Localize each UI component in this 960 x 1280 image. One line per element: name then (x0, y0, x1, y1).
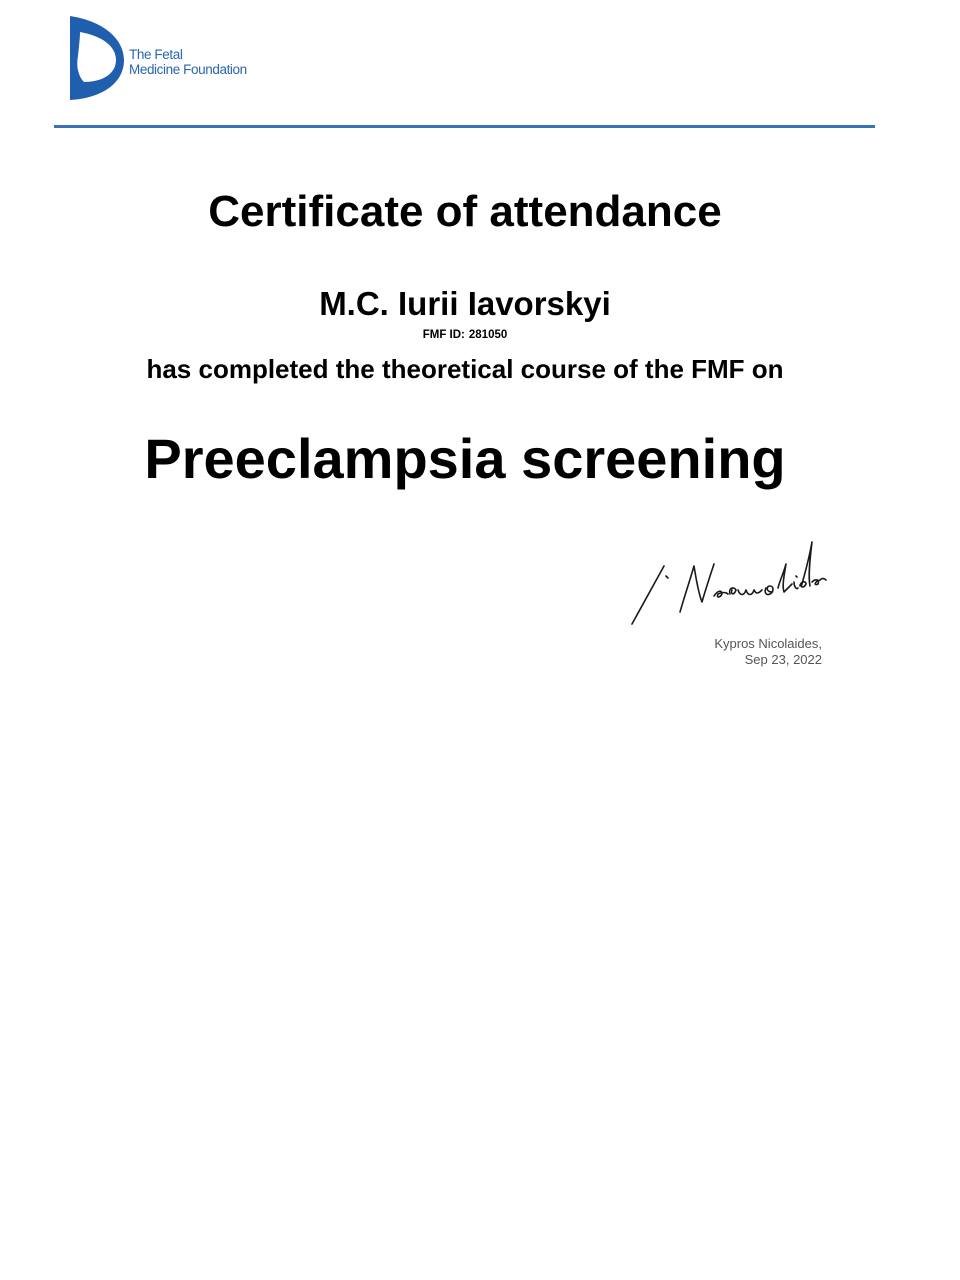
signer-name: Kypros Nicolaides, (714, 636, 822, 651)
recipient-name: M.C. Iurii Iavorskyi (319, 285, 611, 322)
fmf-id-value: 281050 (468, 329, 508, 341)
fmf-id (0, 328, 930, 342)
certificate-title: Certificate of attendance (208, 187, 722, 236)
header-divider (54, 125, 875, 128)
fmf-id-label: FMF ID: (422, 329, 465, 341)
handwritten-signature-icon (628, 536, 828, 632)
fmf-logo (68, 16, 268, 100)
signature-date: Sep 23, 2022 (744, 652, 822, 667)
fmf-logo-text (129, 47, 247, 77)
completion-statement: has completed the theoretical course of the FMF on (146, 354, 784, 384)
fmf-logo-icon (68, 16, 124, 100)
signer-block (714, 636, 822, 668)
brand-name-line2: Medicine Foundation (129, 62, 247, 77)
brand-name-line1: The Fetal (129, 47, 183, 62)
course-name: Preeclampsia screening (144, 427, 786, 490)
